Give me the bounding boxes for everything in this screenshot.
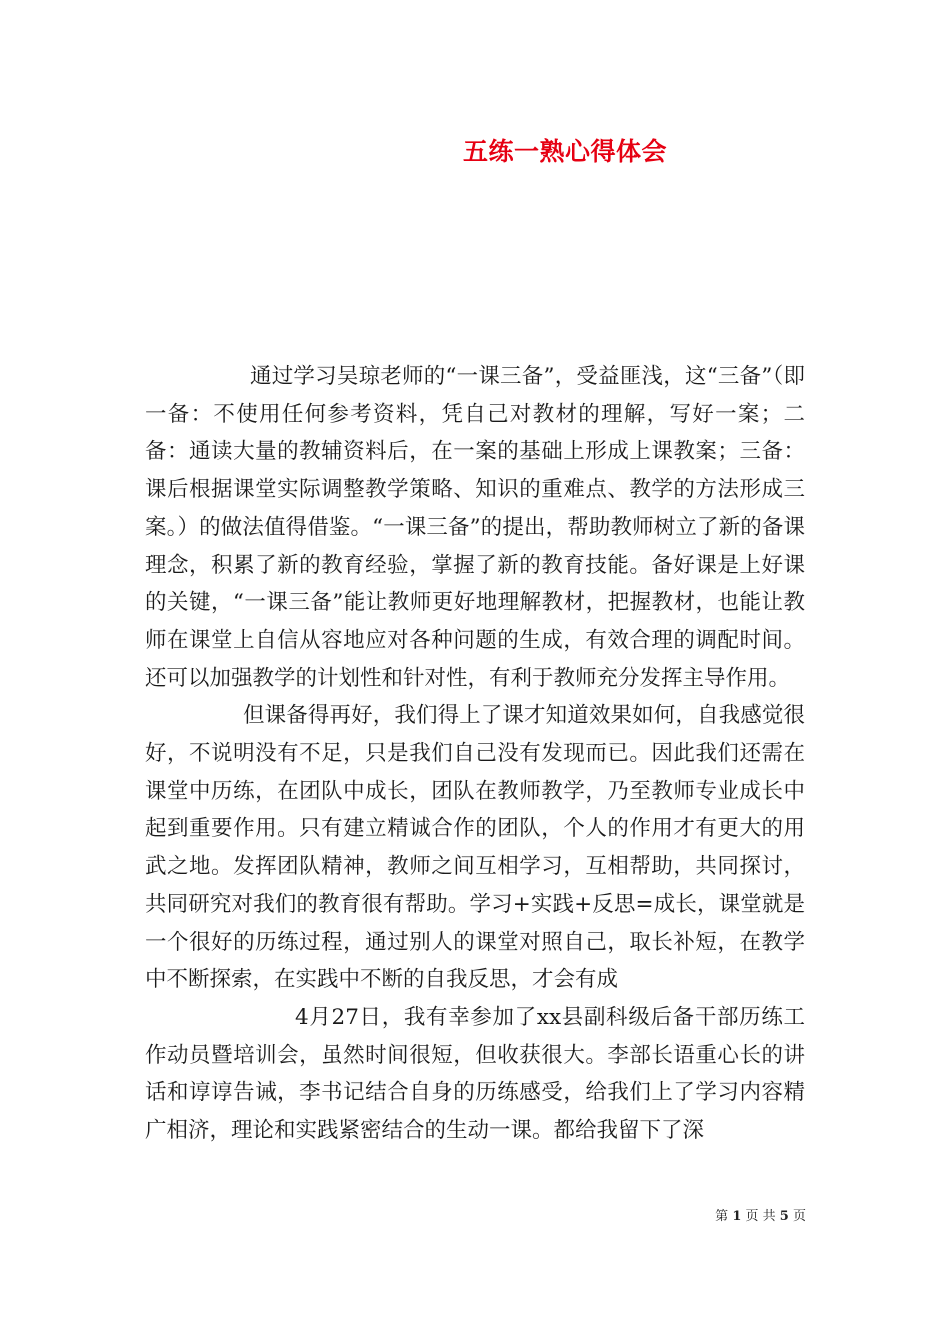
- document-body: [145, 358, 805, 1150]
- paragraph-2: 但课备得再好，我们得上了课才知道效果如何，自我感觉很好，不说明没有不足，只是我们自己没有发现而已。因此我们还需在课堂中历练，在团队中成长，团队在教师教学，乃至教师专业成长中起到重要作用。只有建立精诚合作的团队，个人的作用才有更大的用武之地。发挥团队精神，教师之间互相学习，互相帮助，共同探讨，共同研究对我们的教育很有帮助。学习+实践+反思=成长，课堂就是一个很好的历练过程，通过别人的课堂对照自己，取长补短，在教学中不断探索，在实践中不断的自我反思，才会有成: [145, 703, 805, 993]
- footer-current-page: 1: [732, 1209, 742, 1224]
- page-footer: [715, 1205, 806, 1224]
- footer-prefix: 第: [715, 1209, 729, 1224]
- paragraph-1: 通过学习吴琼老师的“一课三备”，受益匪浅，这“三备”（即一备：不使用任何参考资料，凭自己对教材的理解，写好一案；二备：通读大量的教辅资料后，在一案的基础上形成上课教案；三备：课后根据课堂实际调整教学策略、知识的重难点、教学的方法形成三案。）的做法值得借鉴。“一课三备”的提出，帮助教师树立了新的备课理念，积累了新的教育经验，掌握了新的教育技能。备好课是上好课的关键，“一课三备”能让教师更好地理解教材，把握教材，也能让教师在课堂上自信从容地应对各种问题的生成，有效合理的调配时间。还可以加强教学的计划性和针对性，有利于教师充分发挥主导作用。: [145, 364, 805, 691]
- footer-middle: 页 共: [745, 1209, 776, 1224]
- paragraph-3: 4月27日，我有幸参加了xx县副科级后备干部历练工作动员暨培训会，虽然时间很短，但收获很大。李部长语重心长的讲话和谆谆告诫，李书记结合自身的历练感受，给我们上了学习内容精广相济，理论和实践紧密结合的生动一课。都给我留下了深: [145, 1004, 805, 1144]
- document-title: 五练一熟心得体会: [462, 137, 667, 166]
- footer-total-pages: 5: [779, 1209, 789, 1224]
- footer-suffix: 页: [792, 1209, 806, 1224]
